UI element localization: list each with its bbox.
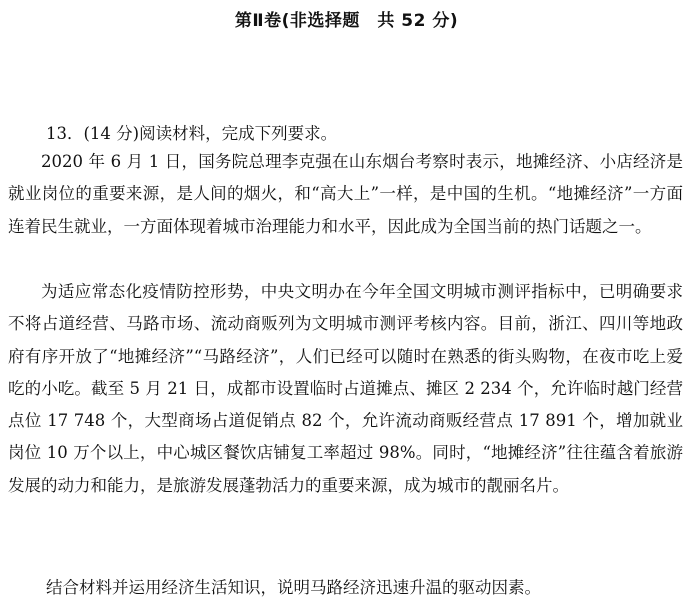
material-paragraph-1: 2020 年 6 月 1 日，国务院总理李克强在山东烟台考察时表示，地摊经济、小店经济是就业岗位的重要来源，是人间的烟火，和“高大上”一样，是中国的生机。“地摊经济”一方面连着民生就业，一方面体现着城市治理能力和水平，因此成为全国当前的热门话题之一。	[8, 152, 683, 236]
question-task: 结合材料并运用经济生活知识，说明马路经济迅速升温的驱动因素。	[46, 578, 541, 597]
section-title: 第Ⅱ卷(非选择题 共 52 分)	[234, 11, 459, 31]
question-header: 13．(14 分)阅读材料，完成下列要求。	[46, 124, 338, 143]
material-paragraph-2: 为适应常态化疫情防控形势，中央文明办在今年全国文明城市测评指标中，已明确要求不将占道经营、马路市场、流动商贩列为文明城市测评考核内容。目前，浙江、四川等地政府有序开放了“地摊经济”“马路经济”，人们已经可以随时在熟悉的街头购物，在夜市吃上爱吃的小吃。截至 5 月 21 日，成都市设置临时占道摊点、摊区 2 234 个，允许临时越门经营点位 17 748 个，大型商场占道促销点 82 个，允许流动商贩经营点 17 891 个，增加就业岗位 10 万个以上，中心城区餐饮店铺复工率超过 98%。同时，“地摊经济”往往蕴含着旅游发展的动力和能力，是旅游发展蓬勃活力的重要来源，成为城市的靓丽名片。	[8, 282, 683, 495]
